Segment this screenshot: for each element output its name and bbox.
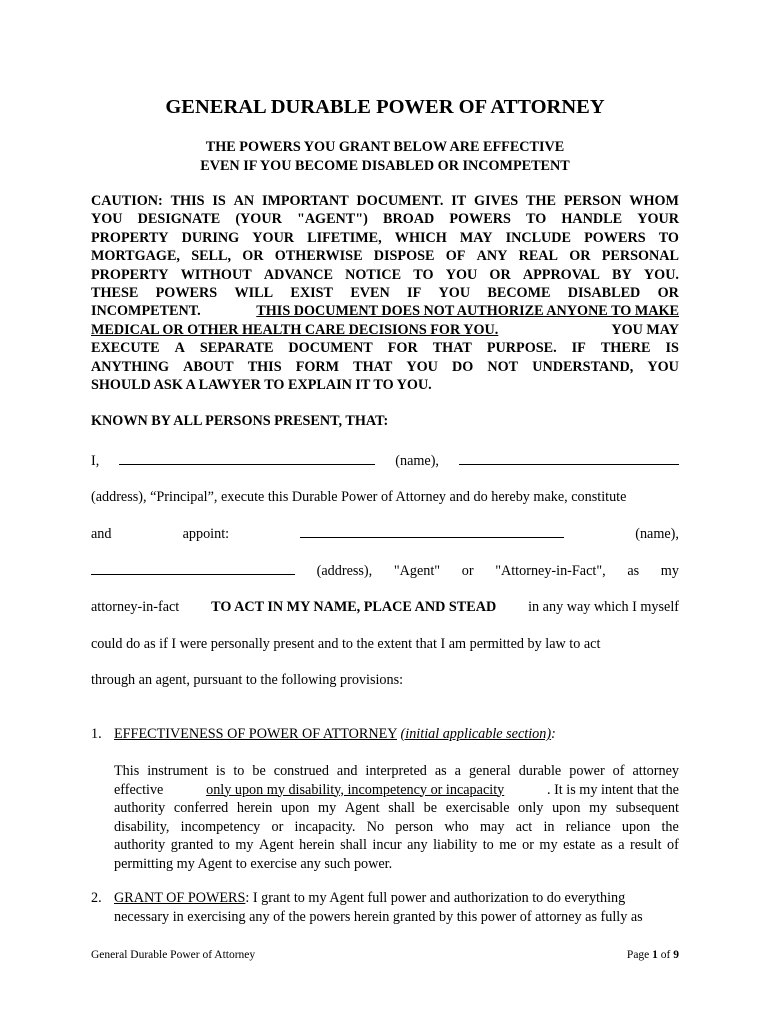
word: PERSON <box>563 193 622 209</box>
and-label: and <box>91 526 112 542</box>
word: who <box>444 818 469 835</box>
word: granted <box>170 837 214 853</box>
intro-line: through an agent, pursuant to the following provisions: <box>91 672 404 688</box>
word: A <box>174 340 185 357</box>
word: construed <box>273 763 329 779</box>
word: Agent <box>344 800 380 816</box>
page-of: of <box>660 949 671 961</box>
word: TO <box>413 266 434 283</box>
section-number: 1. <box>91 726 102 742</box>
word: me <box>499 837 517 853</box>
word: disability, <box>114 818 170 835</box>
caution-underlined-text: THIS DOCUMENT DOES NOT AUTHORIZE ANYONE TO MAKE <box>256 303 679 320</box>
word: conferred <box>173 800 229 816</box>
word: POWERS <box>584 229 646 246</box>
word: NOT <box>487 358 519 375</box>
subtitle-line: THE POWERS YOU GRANT BELOW ARE EFFECTIVE <box>205 139 565 155</box>
page-label: Page <box>626 949 650 961</box>
principal-line <box>91 452 679 470</box>
agent-address-blank[interactable] <box>91 562 295 575</box>
word: THIS <box>170 193 205 209</box>
word: power <box>569 763 605 779</box>
document-subtitle <box>0 138 770 175</box>
word: may <box>480 818 505 835</box>
caution-text: YOU MAY <box>611 321 679 338</box>
word: POWERS <box>155 285 218 302</box>
section-colon: : <box>551 726 556 742</box>
word: act <box>515 818 533 835</box>
caution-line <box>91 358 679 376</box>
word: authority <box>114 800 166 816</box>
word: SELL, <box>191 248 232 265</box>
word: reliance <box>565 818 611 835</box>
section-note: (initial applicable section) <box>400 726 552 742</box>
word: THE <box>526 193 557 209</box>
appoint-line <box>91 525 679 543</box>
word: OR <box>489 266 511 283</box>
agent-line <box>91 562 679 580</box>
section-1-body <box>114 762 679 873</box>
word: as <box>600 837 613 853</box>
word: OTHERWISE <box>274 248 363 265</box>
word: instrument <box>147 763 208 779</box>
word: (YOUR <box>235 211 282 228</box>
caution-line <box>91 321 679 339</box>
word: ANY <box>476 248 508 265</box>
body-underlined-text: only upon my disability, incompetency or incapacity <box>206 781 505 798</box>
word: APPROVAL <box>522 266 600 283</box>
body-text: permitting my Agent to exercise any such power. <box>114 855 393 872</box>
word: only <box>518 800 544 816</box>
word: my <box>318 800 337 816</box>
word: MORTGAGE, <box>91 248 180 265</box>
word: IMPORTANT <box>261 193 349 209</box>
word: interpreted <box>365 763 427 779</box>
word: a <box>454 763 461 779</box>
word: INCLUDE <box>505 229 571 246</box>
word: YOU <box>406 358 438 375</box>
principal-address-blank[interactable] <box>459 452 679 465</box>
principal-name-blank[interactable] <box>119 452 375 465</box>
word: to <box>482 837 494 853</box>
word: GIVES <box>474 193 519 209</box>
word: CAUTION: <box>91 193 163 209</box>
word: incompetency <box>180 818 261 835</box>
word: YOUR <box>637 211 679 228</box>
word: or <box>271 818 284 835</box>
word: upon <box>621 818 651 835</box>
intro-line <box>91 598 679 616</box>
word: THESE <box>91 285 139 302</box>
word: TO <box>658 229 679 246</box>
name-label: (name), <box>635 526 679 542</box>
word: to <box>233 763 245 779</box>
word: "AGENT") <box>296 211 368 228</box>
intro-bold-text: TO ACT IN MY NAME, PLACE AND STEAD <box>211 599 497 615</box>
word: my <box>589 800 608 816</box>
word: WHICH <box>394 229 447 246</box>
caution-line <box>91 266 679 284</box>
page-total: 9 <box>673 949 679 961</box>
caution-line <box>91 376 679 394</box>
word: my <box>235 837 254 853</box>
section-title: GRANT OF POWERS <box>114 890 246 906</box>
word: herein <box>299 837 335 853</box>
word: durable <box>518 763 562 779</box>
caution-text: INCOMPETENT. <box>91 303 201 320</box>
word: and <box>336 763 358 779</box>
intro-line: could do as if I were personally present and to the extent that I am permitted by law to act <box>91 636 601 652</box>
document-title: GENERAL DURABLE POWER OF ATTORNEY <box>165 96 605 118</box>
word: WHOM <box>629 193 679 209</box>
page-footer <box>91 948 679 962</box>
word: LIFETIME, <box>307 229 382 246</box>
section-text: necessary in exercising any of the powers herein granted by this power of attorney as fully as <box>114 908 643 925</box>
word: as <box>434 763 447 779</box>
word: FORM <box>295 358 340 375</box>
body-line <box>114 855 679 874</box>
word: PERSONAL <box>601 248 679 265</box>
word: subsequent <box>615 800 679 816</box>
word: result <box>630 837 662 853</box>
word: YOU <box>91 211 123 228</box>
word: exercisable <box>445 800 510 816</box>
word: OR <box>657 285 679 302</box>
word: THAT <box>432 340 472 357</box>
address-label: (address), <box>316 563 373 579</box>
word: BROAD <box>383 211 435 228</box>
word: MAY <box>459 229 493 246</box>
word: incapacity. <box>294 818 356 835</box>
word: DESIGNATE <box>137 211 221 228</box>
word: OF <box>445 248 466 265</box>
word: attorney <box>632 763 679 779</box>
agent-label: "Agent" <box>393 563 441 579</box>
body-line <box>114 818 679 837</box>
word: This <box>114 763 140 779</box>
word: any <box>407 837 428 853</box>
body-text: effective <box>114 781 164 798</box>
word: ABOUT <box>183 358 234 375</box>
intro-line: (address), “Principal”, execute this Durable Power of Attorney and do hereby make, constitute <box>91 489 627 505</box>
intro-text: in any way which I myself <box>528 599 679 615</box>
word: to <box>218 837 230 853</box>
word: general <box>468 763 511 779</box>
word: SEPARATE <box>199 340 274 357</box>
word: of <box>612 763 625 779</box>
caution-line <box>91 247 679 265</box>
word: liability <box>433 837 478 853</box>
word: DISABLED <box>567 285 641 302</box>
word: DISPOSE <box>373 248 435 265</box>
word: IS <box>665 340 679 357</box>
known-by-heading: KNOWN BY ALL PERSONS PRESENT, THAT: <box>91 413 389 429</box>
caution-notice <box>91 192 679 394</box>
word: in <box>543 818 555 835</box>
word: the <box>661 818 679 835</box>
body-line <box>114 836 679 855</box>
caution-line <box>91 210 679 228</box>
word: ADVANCE <box>263 266 333 283</box>
attorney-in-fact-label: "Attorney-in-Fact", <box>495 563 606 579</box>
word: BECOME <box>487 285 551 302</box>
agent-name-blank[interactable] <box>300 525 564 538</box>
word: NOTICE <box>345 266 402 283</box>
word: IF <box>407 285 422 302</box>
as-label: as <box>627 563 640 579</box>
footer-title: General Durable Power of Attorney <box>91 949 256 961</box>
word: be <box>252 763 266 779</box>
word: IS <box>212 193 226 209</box>
section-text: : I grant to my Agent full power and authorization to do everything <box>245 890 626 906</box>
page-number <box>627 948 679 962</box>
word: herein <box>236 800 273 816</box>
word: WITHOUT <box>180 266 252 283</box>
word: my <box>539 837 558 853</box>
word: estate <box>563 837 596 853</box>
word: shall <box>340 837 367 853</box>
section-2 <box>91 889 679 926</box>
word: No <box>366 818 385 835</box>
word: FOR <box>387 340 418 357</box>
word: YOU <box>445 266 478 283</box>
word: incur <box>372 837 402 853</box>
word: ANYTHING <box>91 358 170 375</box>
word: YOU. <box>643 266 679 283</box>
word: EVEN <box>350 285 390 302</box>
word: of <box>667 837 679 853</box>
word: TO <box>526 211 547 228</box>
caution-underlined-text: MEDICAL OR OTHER HEALTH CARE DECISIONS FOR YOU. <box>91 321 499 338</box>
body-line <box>114 762 679 781</box>
or-label: or <box>461 563 474 579</box>
caution-line <box>91 339 679 357</box>
word: IT <box>451 193 467 209</box>
appoint-label: appoint: <box>182 526 230 542</box>
section-1-heading <box>91 725 679 744</box>
word: EXECUTE <box>91 340 160 357</box>
word: DURING <box>181 229 240 246</box>
word: PURPOSE. <box>486 340 557 357</box>
word: shall <box>388 800 415 816</box>
word: YOUR <box>252 229 295 246</box>
word: DOCUMENT <box>288 340 373 357</box>
name-label: (name), <box>395 453 439 469</box>
i-label: I, <box>91 453 100 469</box>
page-current: 1 <box>652 949 658 961</box>
word: PROPERTY <box>91 266 169 283</box>
body-line <box>114 799 679 818</box>
caution-text: SHOULD ASK A LAWYER TO EXPLAIN IT TO YOU. <box>91 377 432 394</box>
word: PROPERTY <box>91 229 169 246</box>
word: authority <box>114 837 166 853</box>
word: person <box>395 818 434 835</box>
word: THERE <box>600 340 651 357</box>
word: upon <box>281 800 310 816</box>
caution-line <box>91 229 679 247</box>
my-label: my <box>660 563 679 579</box>
body-line <box>114 781 679 800</box>
section-number: 2. <box>91 890 102 906</box>
caution-line <box>91 192 679 210</box>
word: AN <box>233 193 255 209</box>
word: BY <box>612 266 632 283</box>
word: POWERS <box>449 211 511 228</box>
word: OR <box>569 248 591 265</box>
word: is <box>215 763 226 779</box>
word: YOU <box>647 358 679 375</box>
word: Agent <box>258 837 294 853</box>
word: THAT <box>353 358 393 375</box>
word: or <box>522 837 534 853</box>
word: YOU <box>438 285 471 302</box>
caution-line <box>91 284 679 302</box>
word: WILL <box>234 285 274 302</box>
word: IF <box>571 340 586 357</box>
word: upon <box>552 800 581 816</box>
subtitle-line: EVEN IF YOU BECOME DISABLED OR INCOMPETENT <box>200 157 570 174</box>
section-title: EFFECTIVENESS OF POWER OF ATTORNEY <box>114 726 397 742</box>
word: THIS <box>247 358 282 375</box>
word: HANDLE <box>561 211 623 228</box>
word: be <box>423 800 438 816</box>
body-text: . It is my intent that the <box>546 781 679 798</box>
word: DOCUMENT. <box>356 193 444 209</box>
word: OR <box>242 248 264 265</box>
caution-line <box>91 302 679 320</box>
word: a <box>618 837 625 853</box>
word: DO <box>452 358 474 375</box>
intro-text: attorney-in-fact <box>91 599 180 615</box>
word: UNDERSTAND, <box>532 358 634 375</box>
word: REAL <box>518 248 559 265</box>
word: EXIST <box>290 285 333 302</box>
